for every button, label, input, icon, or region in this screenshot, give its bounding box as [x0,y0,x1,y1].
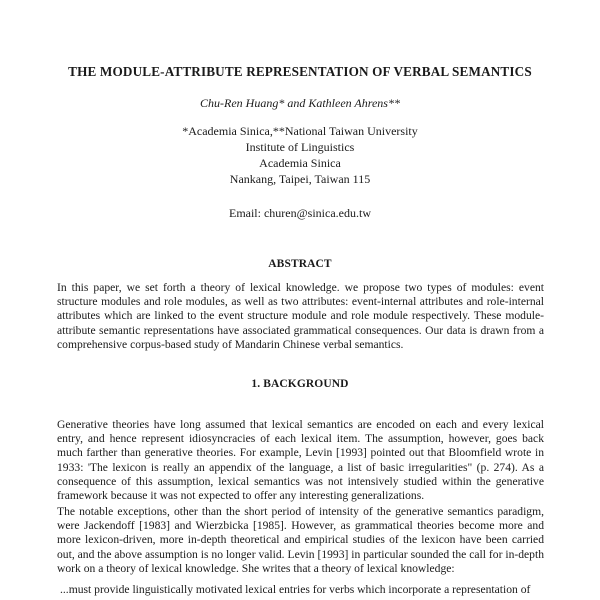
abstract-text: In this paper, we set forth a theory of lexical knowledge. we propose two types of modules: event structure modules and role modules, as well as two attributes: event-internal attributes and role-internal attributes which are linked to the event structure module and role module respectively. These module-attribute semantic representations have associated grammatical consequences. Our data is drawn from a comprehensive corpus-based study of Mandarin Chinese verbal semantics. [57,281,544,351]
paper-title: THE MODULE-ATTRIBUTE REPRESENTATION OF VERBAL SEMANTICS [68,64,532,79]
block-quote: ...must provide linguistically motivated lexical entries for verbs which incorporate a representation of [60,583,531,596]
affiliation-line-2: Institute of Linguistics [245,140,355,154]
abstract-heading: ABSTRACT [268,258,332,270]
background-paragraph-2: The notable exceptions, other than the short period of intensity of the generative semantics paradigm, were Jackendoff [1983] and Wierzbicka [1985]. However, as grammatical theories become more and more lexicon-driven, more in-depth theoretical and empirical studies of the lexicon have been carried out, and the above assumption is no longer valid. Levin [1993] in particular sounded the call for in-depth work on a theory of lexical knowledge. She writes that a theory of lexical knowledge: [57,505,544,575]
author-email: Email: churen@sinica.edu.tw [228,206,371,220]
background-paragraph-1: Generative theories have long assumed that lexical semantics are encoded on each and every lexical entry, and hence represent idiosyncracies of each lexical item. The assumption, however, goes back much farther than generative theories. For example, Levin [1993] pointed out that Bloomfield wrote in 1933: 'The lexicon is really an appendix of the language, a list of basic irregularities" (p. 274). As a consequence of this assumption, lexical semantics was not intensively studied within the generative framework because it was not expected to offer any interesting generalizations. [57,418,544,503]
affiliation-line-4: Nankang, Taipei, Taiwan 115 [229,172,371,186]
affiliation-line-1: *Academia Sinica,**National Taiwan University [182,124,418,138]
paper-authors: Chu-Ren Huang* and Kathleen Ahrens** [200,96,400,110]
section-heading-background: 1. BACKGROUND [251,378,349,390]
affiliation-line-3: Academia Sinica [259,156,341,170]
